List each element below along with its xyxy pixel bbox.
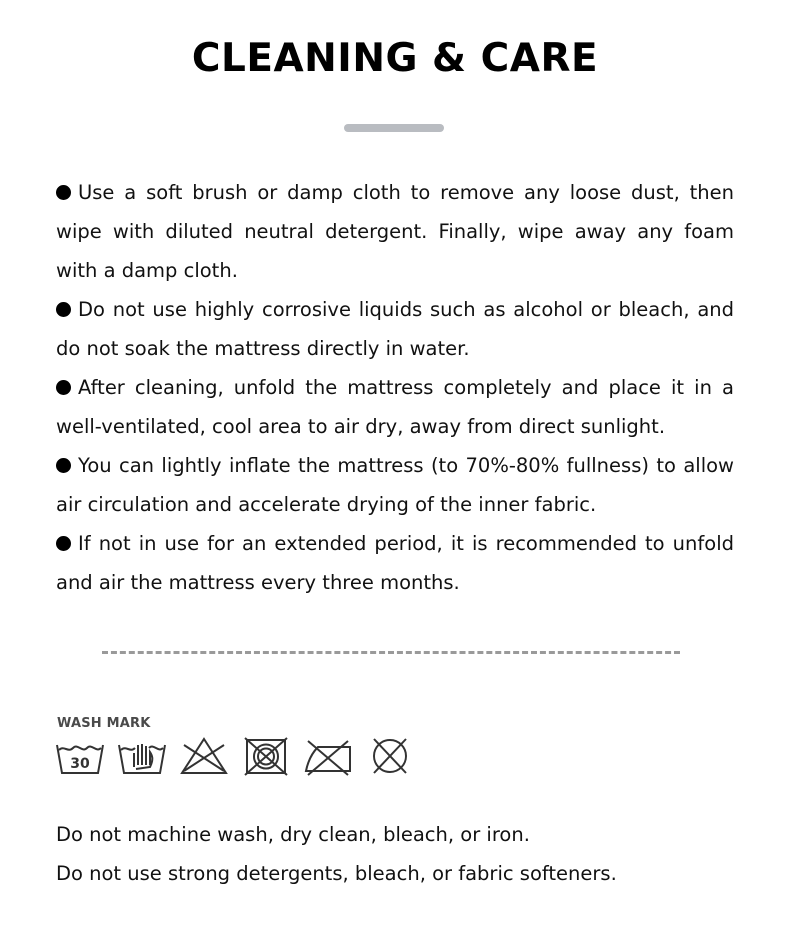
care-instruction-text: Use a soft brush or damp cloth to remove any loose dust, then wipe with diluted neutral detergent. Finally, wipe away any foam with a damp cloth.	[56, 181, 734, 282]
do-not-iron-icon	[302, 735, 354, 777]
wash-mark-label: WASH MARK	[57, 716, 151, 731]
hand-wash-icon	[116, 735, 168, 777]
bullet-dot-icon	[56, 458, 71, 473]
bullet-dot-icon	[56, 536, 71, 551]
page-title: CLEANING & CARE	[191, 36, 599, 81]
care-notes	[56, 815, 756, 893]
care-instruction-item	[56, 368, 734, 446]
bullet-dot-icon	[56, 380, 71, 395]
wash-temperature-text: 30	[70, 756, 90, 772]
care-instruction-text: You can lightly inflate the mattress (to 70%-80% fullness) to allow air circulation and accelerate drying of the inner fabric.	[56, 454, 734, 516]
bullet-dot-icon	[56, 302, 71, 317]
care-instruction-item	[56, 524, 734, 602]
care-instruction-text: If not in use for an extended period, it is recommended to unfold and air the mattress every three months.	[56, 532, 734, 594]
care-instruction-text: Do not use highly corrosive liquids such as alcohol or bleach, and do not soak the mattress directly in water.	[56, 298, 734, 360]
do-not-dry-clean-icon	[364, 735, 416, 777]
care-note: Do not use strong detergents, bleach, or fabric softeners.	[56, 862, 617, 885]
care-instruction-text: After cleaning, unfold the mattress completely and place it in a well-ventilated, cool area to air dry, away from direct sunlight.	[56, 376, 734, 438]
do-not-tumble-dry-icon	[240, 735, 292, 777]
care-instructions-list	[56, 173, 734, 602]
care-note: Do not machine wash, dry clean, bleach, or iron.	[56, 823, 530, 846]
care-instruction-item	[56, 290, 734, 368]
title-underline-bar	[344, 124, 444, 132]
wash-mark-icons	[54, 735, 426, 777]
wash-30-icon	[54, 735, 106, 777]
care-instruction-item	[56, 173, 734, 290]
bullet-dot-icon	[56, 185, 71, 200]
do-not-bleach-icon	[178, 735, 230, 777]
section-divider	[102, 651, 680, 654]
care-instruction-item	[56, 446, 734, 524]
